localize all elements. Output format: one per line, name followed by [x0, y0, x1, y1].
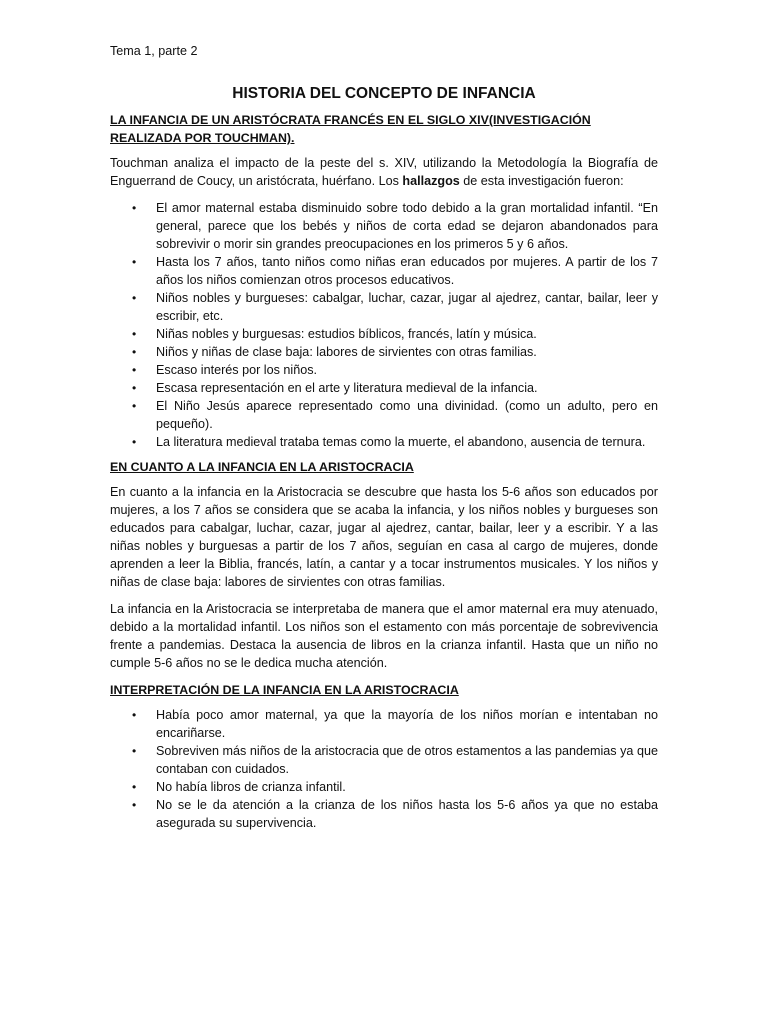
list-item	[110, 433, 658, 451]
bullet-icon: •	[132, 780, 137, 794]
list-item-text: Había poco amor maternal, ya que la mayoría de los niños morían e intentaban no encariñarse.	[156, 708, 658, 740]
intro-text: Touchman analiza el impacto de la peste del s. XIV, utilizando la Metodología la Biografía de Enguerrand de Coucy, un aristócrata, huérfano. Los	[110, 156, 658, 188]
list-item-text: Niñas nobles y burguesas: estudios bíblicos, francés, latín y música.	[156, 327, 537, 341]
list-item-text: El Niño Jesús aparece representado como una divinidad. (como un adulto, pero en pequeño).	[156, 399, 658, 431]
section-infancia-aristocracia	[110, 458, 658, 672]
list-item-text: La literatura medieval trataba temas como la muerte, el abandono, ausencia de ternura.	[156, 435, 646, 449]
list-item	[110, 343, 658, 361]
section-heading: LA INFANCIA DE UN ARISTÓCRATA FRANCÉS EN EL SIGLO XIV(INVESTIGACIÓN REALIZADA POR TOUCHMAN).	[110, 113, 591, 145]
list-item	[110, 778, 658, 796]
bullet-icon: •	[132, 381, 137, 395]
bullet-icon: •	[132, 291, 137, 305]
list-item-text: No se le da atención a la crianza de los niños hasta los 5-6 años ya que no estaba asegurada su supervivencia.	[156, 798, 658, 830]
list-item-text: Escasa representación en el arte y literatura medieval de la infancia.	[156, 381, 538, 395]
document-page	[110, 42, 658, 839]
bullet-icon: •	[132, 255, 137, 269]
bullet-icon: •	[132, 435, 137, 449]
list-item	[110, 325, 658, 343]
list-item-text: Sobreviven más niños de la aristocracia que de otros estamentos a las pandemias ya que contaban con cuidados.	[156, 744, 658, 776]
body-paragraph: La infancia en la Aristocracia se interpretaba de manera que el amor maternal era muy atenuado, debido a la mortalidad infantil. Los niños son el estamento con más porcentaje de sobrevivencia frente a pandemias. Destaca la ausencia de libros en la crianza infantil. Hasta que un niño no cumple 5-6 años no se le dedica mucha atención.	[110, 602, 658, 670]
bullet-icon: •	[132, 744, 137, 758]
list-item	[110, 796, 658, 832]
list-item	[110, 379, 658, 397]
interpretation-list	[110, 706, 658, 832]
list-item	[110, 397, 658, 433]
bullet-icon: •	[132, 363, 137, 377]
list-item	[110, 253, 658, 289]
body-paragraph: En cuanto a la infancia en la Aristocracia se descubre que hasta los 5-6 años son educados por mujeres, a los 7 años se considera que se acaba la infancia, y los niños nobles y burgueses son educados para cabalgar, luchar, cazar, jugar al ajedrez, cantar, bailar, leer y a escribir. Y a las niñas nobles y burguesas a partir de los 7 años, seguían en casa al cargo de mujeres, donde aprenden a leer la Biblia, francés, latín, a cantar y a tocar instrumentos musicales. Y los niños y niñas de clase baja: labores de sirvientes con otras familias.	[110, 485, 658, 589]
bullet-icon: •	[132, 345, 137, 359]
bullet-icon: •	[132, 201, 137, 215]
list-item-text: El amor maternal estaba disminuido sobre todo debido a la gran mortalidad infantil. “En general, parece que los bebés y niños de corta edad se dejaron abandonados para sobrevivir o morir sin grandes preocupaciones en los primeros 5 y 6 años.	[156, 201, 658, 251]
bullet-icon: •	[132, 327, 137, 341]
list-item-text: Niños nobles y burgueses: cabalgar, luchar, cazar, jugar al ajedrez, cantar, bailar, leer y escribir, etc.	[156, 291, 658, 323]
section-heading: EN CUANTO A LA INFANCIA EN LA ARISTOCRACIA	[110, 460, 414, 474]
bullet-icon: •	[132, 708, 137, 722]
findings-list	[110, 199, 658, 451]
list-item-text: Niños y niñas de clase baja: labores de sirvientes con otras familias.	[156, 345, 537, 359]
document-header-label: Tema 1, parte 2	[110, 44, 198, 58]
list-item	[110, 742, 658, 778]
list-item-text: Hasta los 7 años, tanto niños como niñas eran educados por mujeres. A partir de los 7 años los niños comienzan otros procesos educativos.	[156, 255, 658, 287]
list-item-text: Escaso interés por los niños.	[156, 363, 318, 377]
section-interpretacion	[110, 681, 658, 832]
section-aristocrata-frances	[110, 111, 658, 451]
section-intro-paragraph	[110, 154, 658, 190]
intro-bold-text: hallazgos	[402, 174, 460, 188]
bullet-icon: •	[132, 399, 137, 413]
document-title: HISTORIA DEL CONCEPTO DE INFANCIA	[232, 85, 536, 102]
list-item	[110, 199, 658, 253]
list-item	[110, 289, 658, 325]
intro-text-end: de esta investigación fueron:	[459, 174, 624, 188]
bullet-icon: •	[132, 798, 137, 812]
list-item-text: No había libros de crianza infantil.	[156, 780, 346, 794]
section-heading: INTERPRETACIÓN DE LA INFANCIA EN LA ARISTOCRACIA	[110, 683, 459, 697]
list-item	[110, 361, 658, 379]
list-item	[110, 706, 658, 742]
